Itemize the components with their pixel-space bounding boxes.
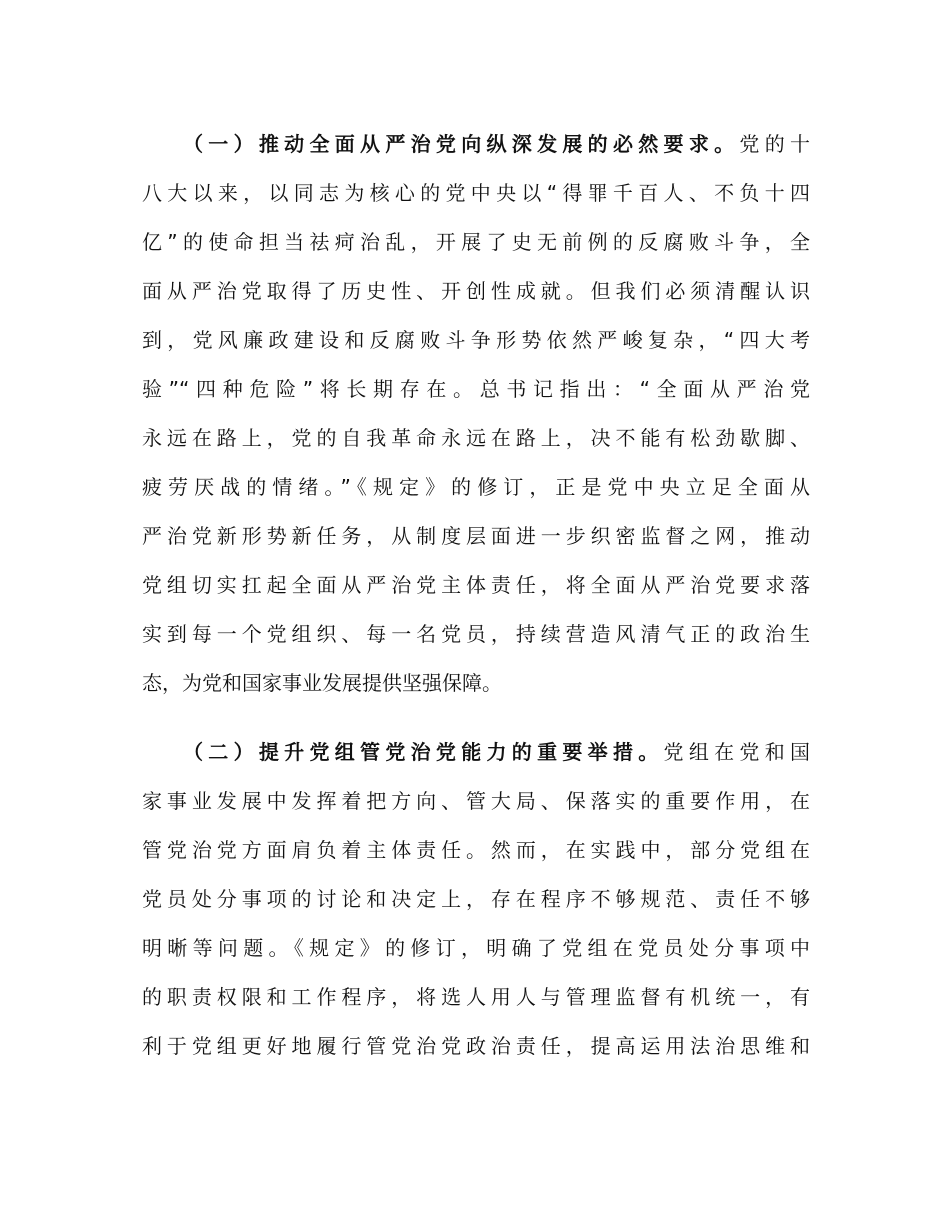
paragraph-1-heading: （一）推动全面从严治党向纵深发展的必然要求。 (183, 132, 740, 156)
document-page (142, 120, 810, 1071)
paragraph-2-line-7: 利于党组更好地履行管党治党政治责任，提高运用法治思维和 (142, 1034, 810, 1058)
paragraph-1-line-1 (142, 120, 810, 169)
paragraph-spacer (142, 708, 810, 728)
paragraph-1-line-4: 面从严治党取得了历史性、开创性成就。但我们必须清醒认识 (142, 279, 810, 303)
paragraph-2-text: 党组在党和国 (663, 740, 811, 764)
paragraph-1-line-11: 实到每一个党组织、每一名党员，持续营造风清气正的政治生 (142, 622, 810, 646)
paragraph-1-line-7: 永远在路上，党的自我革命永远在路上，决不能有松劲歇脚、 (142, 426, 810, 450)
paragraph-1-line-12: 态，为党和国家事业发展提供坚强保障。 (142, 671, 502, 695)
paragraph-2-heading: （二）提升党组管党治党能力的重要举措。 (183, 740, 664, 764)
paragraph-2-line-2: 家事业发展中发挥着把方向、管大局、保落实的重要作用，在 (142, 789, 810, 813)
paragraph-1-line-10: 党组切实扛起全面从严治党主体责任，将全面从严治党要求落 (142, 573, 810, 597)
paragraph-2-line-1 (142, 728, 810, 777)
paragraph-1-line-2: 八大以来，以同志为核心的党中央以“得罪千百人、不负十四 (142, 181, 810, 205)
paragraph-1-text: 党的十 (739, 132, 811, 156)
paragraph-1-line-5: 到，党风廉政建设和反腐败斗争形势依然严峻复杂，“四大考 (142, 328, 810, 352)
paragraph-2-line-6: 的职责权限和工作程序，将选人用人与管理监督有机统一，有 (142, 985, 810, 1009)
paragraph-2-line-3: 管党治党方面肩负着主体责任。然而，在实践中，部分党组在 (142, 838, 810, 862)
paragraph-1-line-8: 疲劳厌战的情绪。”《规定》的修订，正是党中央立足全面从 (142, 475, 810, 499)
paragraph-2-line-4: 党员处分事项的讨论和决定上，存在程序不够规范、责任不够 (142, 887, 810, 911)
paragraph-2-line-5: 明晰等问题。《规定》的修订，明确了党组在党员处分事项中 (142, 936, 810, 960)
paragraph-1-line-9: 严治党新形势新任务，从制度层面进一步织密监督之网，推动 (142, 524, 810, 548)
paragraph-1-line-6: 验”“四种危险”将长期存在。总书记指出：“全面从严治党 (142, 377, 810, 401)
paragraph-1-line-3: 亿”的使命担当祛疴治乱，开展了史无前例的反腐败斗争，全 (142, 230, 810, 254)
